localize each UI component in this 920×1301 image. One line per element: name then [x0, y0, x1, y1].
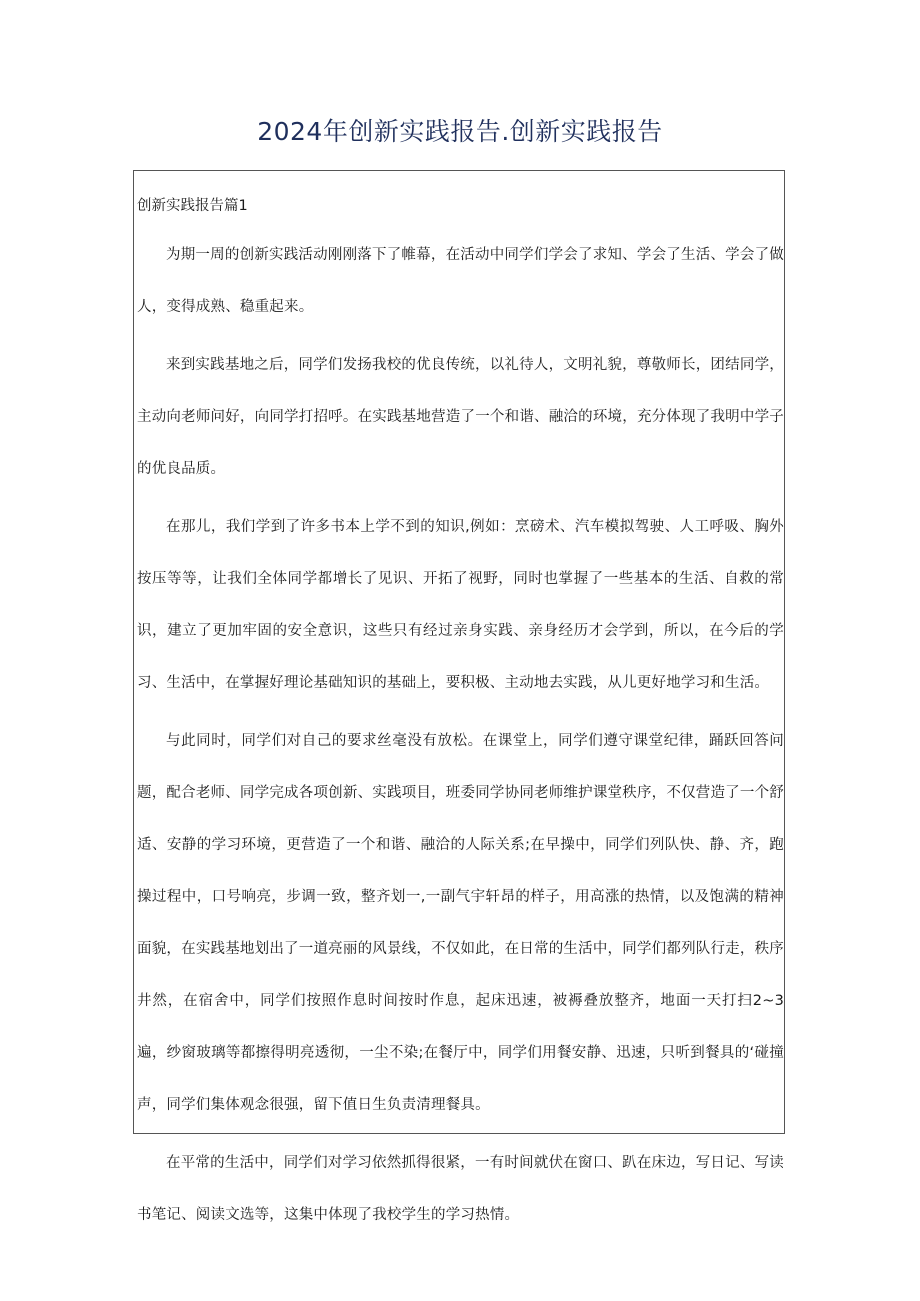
paragraph: 来到实践基地之后，同学们发扬我校的优良传统，以礼待人，文明礼貌，尊敬师长，团结同学，主动向老师问好，向同学打招呼。在实践基地营造了一个和谐、融洽的环境，充分体现了我明中学子的优良品质。 [137, 357, 784, 477]
paragraph: 在那儿，我们学到了许多书本上学不到的知识,例如：烹磅术、汽车模拟驾驶、人工呼吸、胸外按压等等，让我们全体同学都增长了见识、开拓了视野，同时也掌握了一些基本的生活、自救的常识，建立了更加牢固的安全意识，这些只有经过亲身实践、亲身经历才会学到，所以，在今后的学习、生活中，在掌握好理论基础知识的基础上，要积极、主动地去实践，从儿更好地学习和生活。 [137, 519, 784, 691]
section-heading: 创新实践报告篇1 [137, 198, 248, 214]
content-frame [133, 170, 785, 1223]
paragraph: 为期一周的创新实践活动刚刚落下了帷幕，在活动中同学们学会了求知、学会了生活、学会了做人，变得成熟、稳重起来。 [137, 247, 784, 315]
body-text [137, 229, 784, 1247]
document-title: 2024年创新实践报告.创新实践报告 [257, 117, 663, 146]
paragraph: 与此同时，同学们对自己的要求丝毫没有放松。在课堂上，同学们遵守课堂纪律，踊跃回答问题，配合老师、同学完成各项创新、实践项目，班委同学协同老师维护课堂秩序，不仅营造了一个舒适、安静的学习环境，更营造了一个和谐、融洽的人际关系;在早操中，同学们列队快、静、齐，跑操过程中，口号响亮，步调一致，整齐划一,一副气宇轩昂的样子，用高涨的热情，以及饱满的精神面貌，在实践基地划出了一道亮丽的风景线，不仅如此，在日常的生活中，同学们都列队行走，秩序井然，在宿舍中，同学们按照作息时间按时作息，起床迅速，被褥叠放整齐，地面一天打扫2~3遍，纱窗玻璃等都擦得明亮透彻，一尘不染;在餐厅中，同学们用餐安静、迅速，只听到餐具的‘碰撞声，同学们集体观念很强，留下值日生负责清理餐具。 [137, 733, 784, 1113]
paragraph: 在平常的生活中，同学们对学习依然抓得很紧，一有时间就伏在窗口、趴在床边，写日记、写读书笔记、阅读文选等，这集中体现了我校学生的学习热情。 [137, 1155, 784, 1223]
